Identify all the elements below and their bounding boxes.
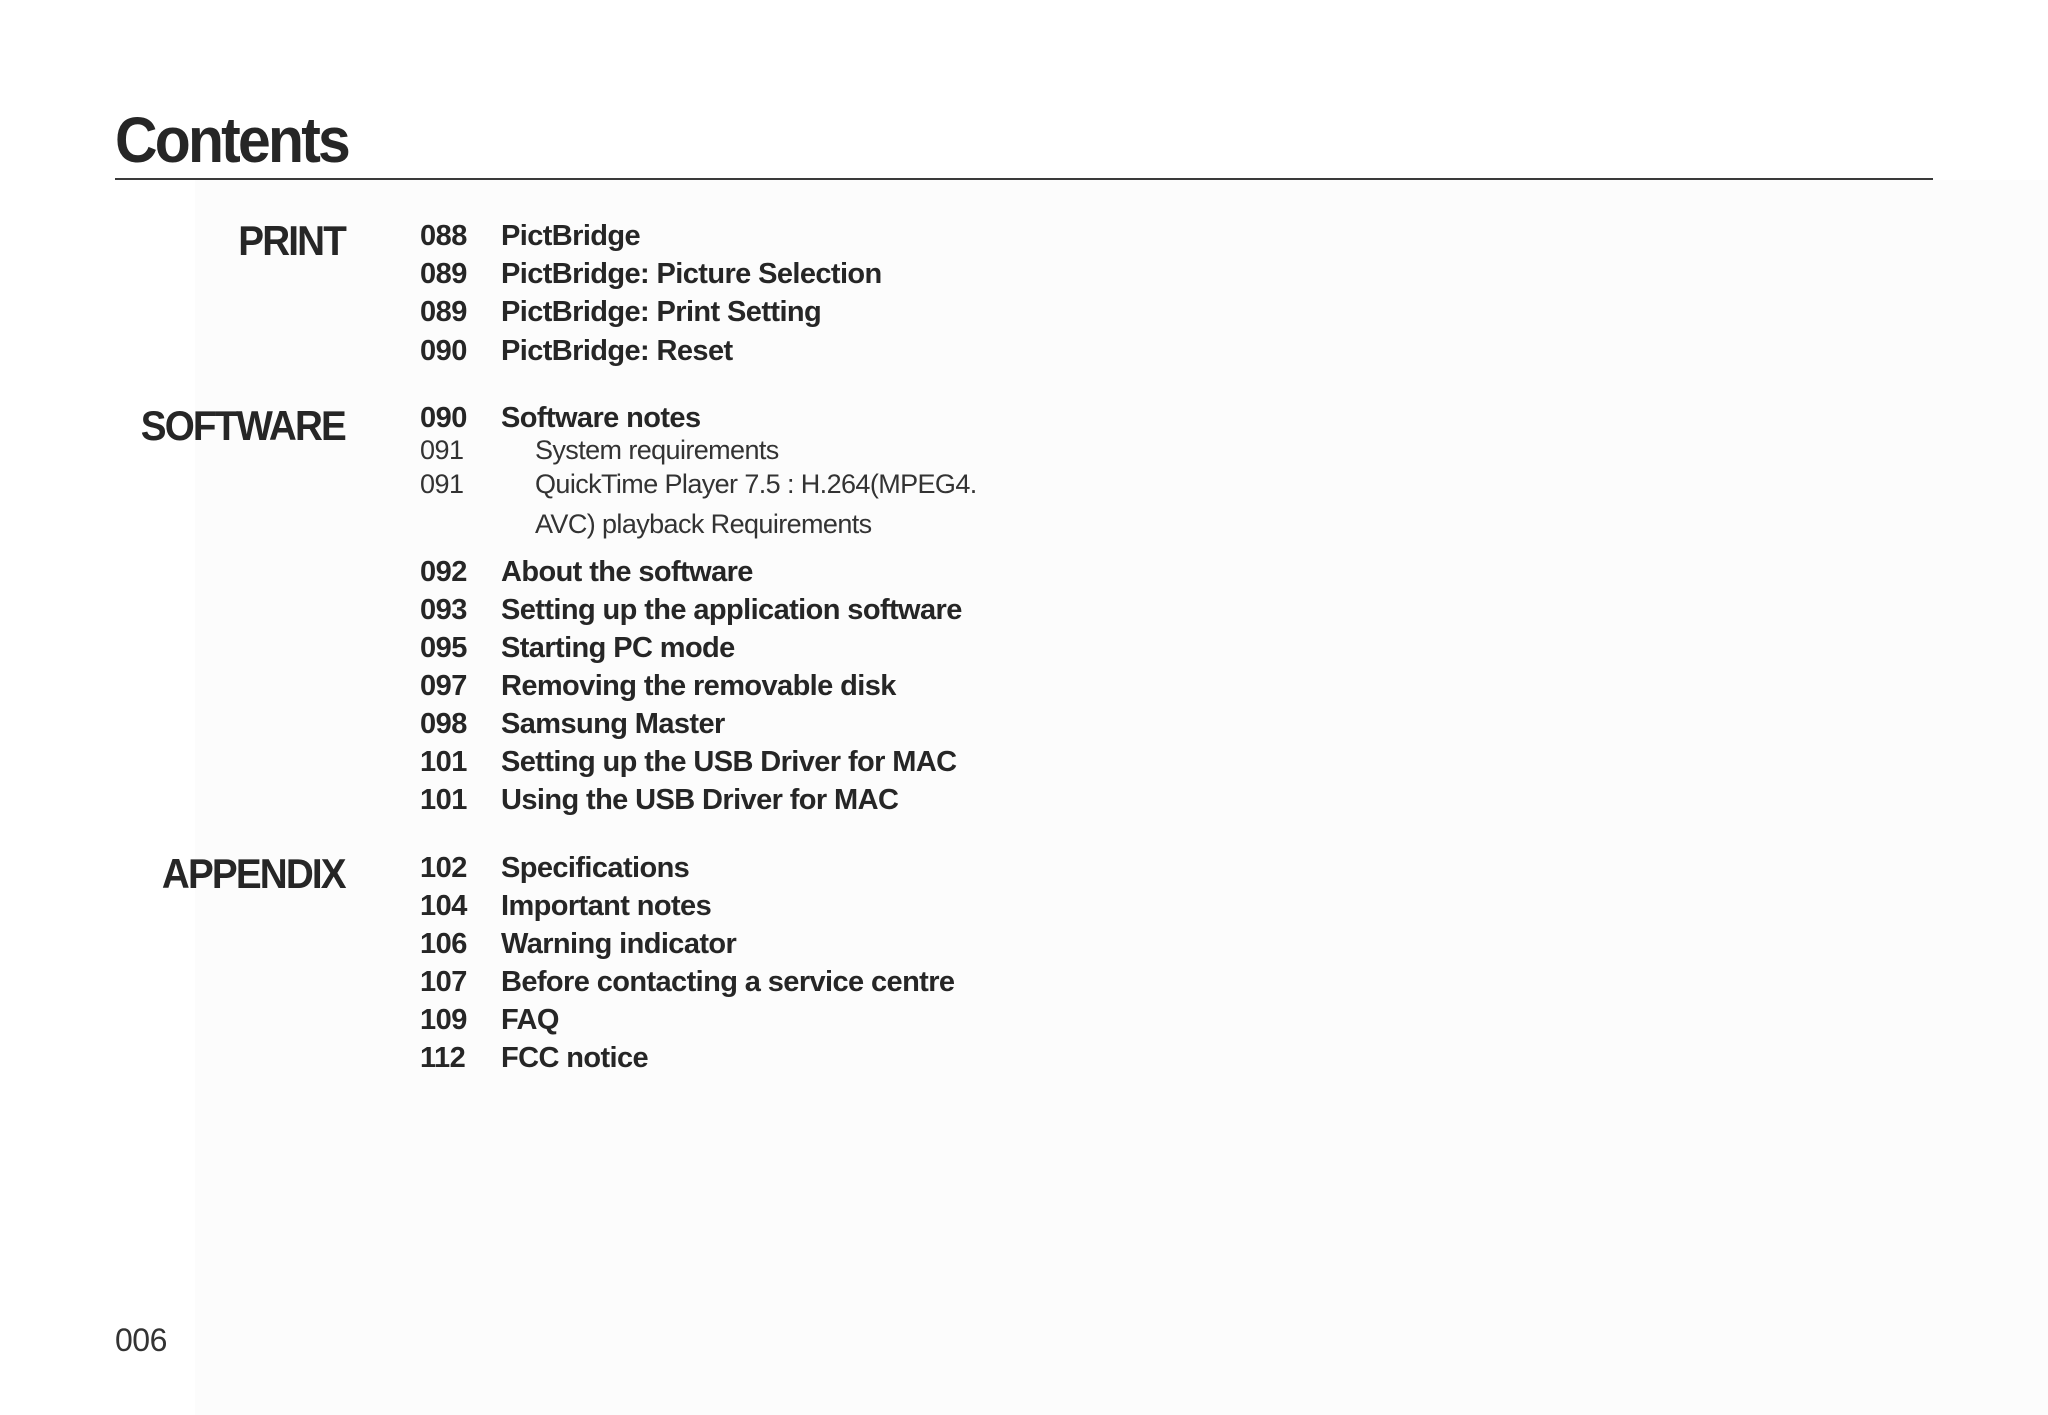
toc-entry-title: System requirements [535, 435, 779, 465]
section-label-software: SOFTWARE [140, 402, 345, 449]
toc-entry-title: Warning indicator [501, 928, 737, 960]
toc-page-number: 112 [420, 1042, 466, 1074]
toc-entry-title: AVC) playback Requirements [535, 509, 872, 539]
toc-page-number: 092 [420, 556, 467, 588]
toc-entry-title: Samsung Master [501, 708, 725, 740]
toc-page-number: 101 [420, 784, 467, 816]
toc-page-number: 093 [420, 594, 467, 626]
toc-page-number: 091 [420, 469, 464, 499]
toc-page-number: 104 [420, 890, 467, 922]
toc-entry-title: Before contacting a service centre [501, 966, 955, 998]
toc-entry-title: Starting PC mode [501, 632, 735, 664]
page-number: 006 [115, 1322, 167, 1358]
page-title: Contents [115, 104, 349, 176]
toc-entry-title: PictBridge: Print Setting [501, 296, 822, 328]
toc-page-number: 089 [420, 296, 467, 328]
toc-entry-title: FAQ [501, 1004, 559, 1036]
toc-entry-title: Setting up the USB Driver for MAC [501, 746, 957, 778]
toc-entry-title: PictBridge: Reset [501, 335, 733, 367]
toc-entry-title: QuickTime Player 7.5 : H.264(MPEG4. [535, 469, 977, 499]
section-label-appendix: APPENDIX [162, 850, 345, 897]
toc-page-number: 095 [420, 632, 467, 664]
toc-page-number: 102 [420, 852, 467, 884]
toc-page-number: 106 [420, 928, 467, 960]
section-label-print: PRINT [238, 217, 345, 264]
toc-page-number: 090 [420, 335, 467, 367]
toc-page-number: 090 [420, 402, 467, 434]
toc-page-number: 089 [420, 258, 467, 290]
toc-page-number: 088 [420, 220, 467, 252]
toc-page-number: 091 [420, 435, 464, 465]
toc-entry-title: Software notes [501, 402, 701, 434]
toc-entry-title: Important notes [501, 890, 712, 922]
toc-page-number: 109 [420, 1004, 467, 1036]
toc-page-number: 101 [420, 746, 467, 778]
title-divider [115, 178, 1933, 180]
toc-page-number: 097 [420, 670, 467, 702]
toc-entry-title: Using the USB Driver for MAC [501, 784, 899, 816]
toc-page-number: 098 [420, 708, 467, 740]
toc-entry-title: Setting up the application software [501, 594, 962, 626]
toc-entry-title: About the software [501, 556, 753, 588]
toc-entry-title: Specifications [501, 852, 690, 884]
toc-entry-title: PictBridge [501, 220, 641, 252]
toc-entry-title: FCC notice [501, 1042, 649, 1074]
toc-entry-title: PictBridge: Picture Selection [501, 258, 882, 290]
toc-page-number: 107 [420, 966, 467, 998]
toc-entry-title: Removing the removable disk [501, 670, 896, 702]
